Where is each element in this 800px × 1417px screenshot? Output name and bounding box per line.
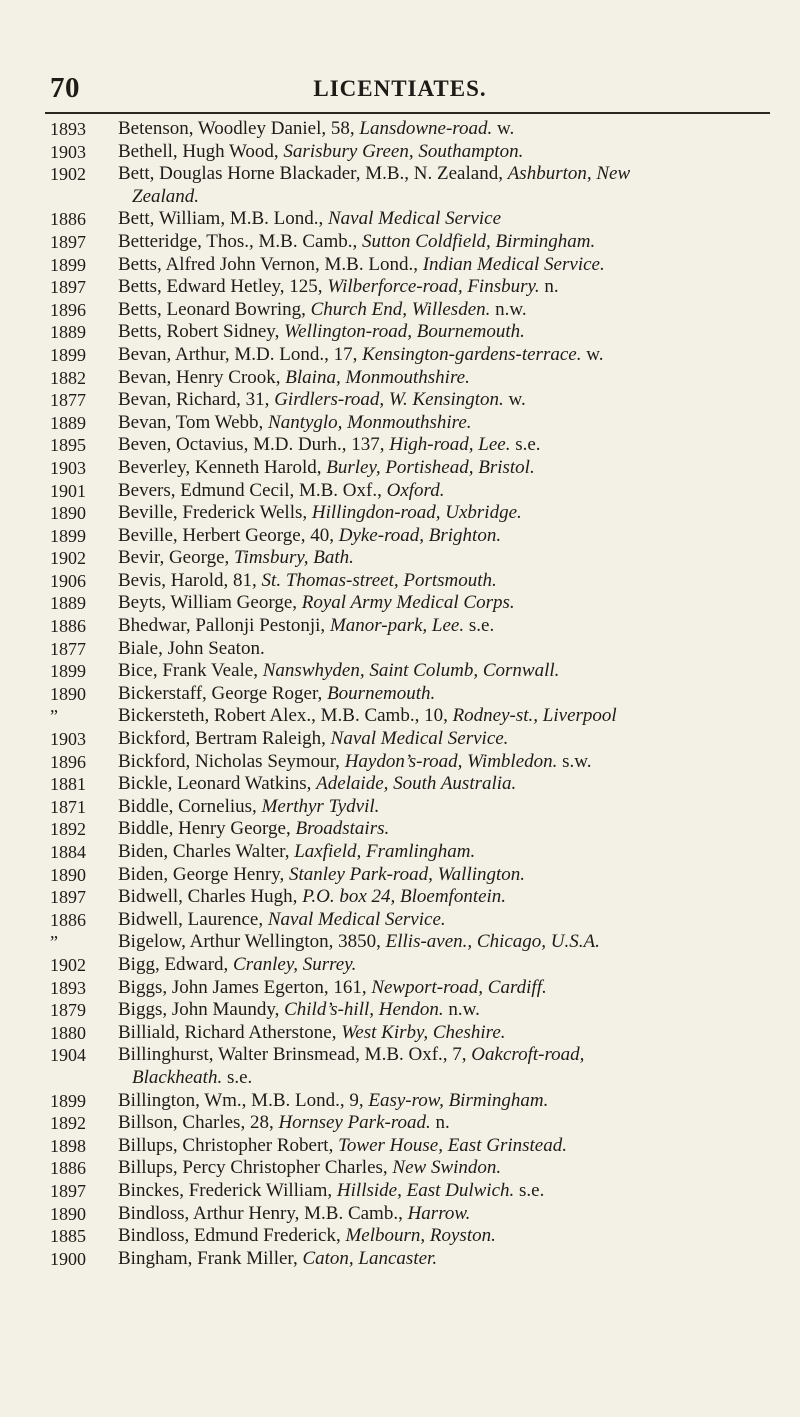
entry-year: 1880 (50, 1022, 86, 1043)
entry-year: 1892 (50, 819, 86, 840)
entry-text (110, 841, 784, 864)
entry-year: 1897 (50, 277, 86, 298)
entry-year: 1902 (50, 548, 86, 569)
entry-name: Bidwell, Laurence, (118, 908, 268, 930)
entry-address: Wilberforce-road, Finsbury. (327, 276, 540, 298)
entry-address: High-road, Lee. (389, 434, 511, 456)
list-item (0, 457, 800, 480)
list-item (0, 909, 800, 932)
entry-address: Sutton Coldfield, Birmingham. (362, 230, 596, 252)
entry-text (110, 1248, 784, 1271)
entry-year: 1896 (50, 751, 86, 772)
entry-name: Bevis, Harold, 81, (118, 569, 262, 591)
entry-name: Biggs, John Maundy, (118, 999, 285, 1021)
list-item (0, 254, 800, 277)
entry-text (110, 909, 784, 932)
entry-text (110, 683, 784, 706)
entry-address: Stanley Park-road, Wallington. (288, 863, 526, 885)
entry-name: Bingham, Frank Miller, (118, 1247, 303, 1269)
list-item (0, 886, 800, 909)
entry-text (110, 389, 784, 412)
list-item (0, 141, 800, 164)
entry-name: Bevan, Henry Crook, (118, 366, 286, 388)
entry-text (110, 773, 784, 796)
entry-year (0, 1067, 110, 1090)
entry-year: ” (50, 932, 58, 953)
entry-name: Beville, Herbert George, 40, (118, 524, 339, 546)
list-item (0, 1135, 800, 1158)
page-number: 70 (50, 72, 80, 104)
list-item (0, 1022, 800, 1045)
entry-address: Hillingdon-road, Uxbridge. (311, 502, 522, 524)
list-item (0, 592, 800, 615)
entry-text (110, 705, 784, 728)
entry-address: Ashburton, New (507, 163, 631, 185)
entry-text (110, 525, 784, 548)
entry-name: Biden, George Henry, (118, 863, 289, 885)
list-item (0, 931, 800, 954)
entry-name: Bevan, Richard, 31, (118, 389, 275, 411)
entry-text (110, 999, 784, 1022)
entry-address: Hornsey Park-road. (278, 1112, 431, 1134)
entry-name: Biddle, Henry George, (118, 818, 296, 840)
entry-name: Biden, Charles Walter, (118, 841, 295, 862)
list-item (0, 412, 800, 435)
list-item (0, 480, 800, 503)
entry-name: s.e. (510, 434, 541, 456)
entry-address: Royal Army Medical Corps. (301, 592, 515, 614)
list-item (0, 751, 800, 774)
entry-year: 1881 (50, 774, 86, 795)
licentiate-list (0, 118, 800, 1270)
entry-address: Haydon’s-road, Wimbledon. (344, 750, 558, 772)
entry-name: Billups, Percy Christopher Charles, (118, 1157, 393, 1179)
entry-text (110, 886, 784, 909)
entry-year: 1895 (50, 435, 86, 456)
entry-name: Beven, Octavius, M.D. Durh., 137, (118, 434, 390, 456)
entry-address: Naval Medical Service. (330, 728, 509, 750)
list-item-continuation (0, 1067, 800, 1090)
list-item (0, 773, 800, 796)
entry-address: Lansdowne-road. (359, 118, 493, 139)
entry-address: Laxfield, Framlingham. (294, 841, 476, 862)
entry-year: 1882 (50, 367, 86, 388)
entry-text (110, 796, 784, 819)
entry-year: 1890 (50, 503, 86, 524)
entry-text (110, 1044, 784, 1067)
entry-text (110, 638, 784, 661)
entry-address: Church End, Willesden. (310, 298, 491, 320)
entry-year: 1899 (50, 525, 86, 546)
entry-text (110, 954, 784, 977)
entry-text (110, 321, 784, 344)
entry-name: Betts, Robert Sidney, (118, 321, 285, 343)
entry-name: Betts, Alfred John Vernon, M.B. Lond., (118, 253, 423, 275)
entry-name: Bickle, Leonard Watkins, (118, 773, 317, 795)
entry-year: 1897 (50, 231, 86, 252)
entry-name: Bindloss, Edmund Frederick, (118, 1225, 346, 1247)
entry-year: 1900 (50, 1248, 86, 1269)
list-item (0, 1044, 800, 1067)
list-item (0, 299, 800, 322)
entry-text (110, 231, 784, 254)
list-item (0, 547, 800, 570)
entry-address: Sarisbury Green, Southampton. (283, 140, 524, 162)
entry-name: Billington, Wm., M.B. Lond., 9, (118, 1089, 369, 1111)
entry-text (110, 434, 784, 457)
entry-name: Bickerstaff, George Roger, (118, 682, 328, 704)
entry-year: 1902 (50, 164, 86, 185)
entry-address: P.O. box 24, Bloemfontein. (302, 886, 507, 908)
entry-year: 1904 (50, 1045, 86, 1066)
list-item (0, 954, 800, 977)
entry-name: n. (430, 1112, 450, 1134)
entry-year: 1899 (50, 254, 86, 275)
entry-text (110, 1022, 784, 1045)
entry-year: 1893 (50, 119, 86, 139)
entry-year: ” (50, 706, 58, 727)
entry-address: Ellis-aven., Chicago, U.S.A. (385, 931, 600, 953)
entry-text (110, 457, 784, 480)
entry-text (110, 818, 784, 841)
entry-year (0, 186, 110, 209)
entry-address: West Kirby, Cheshire. (341, 1021, 506, 1043)
entry-year: 1897 (50, 1180, 86, 1201)
entry-name: Billson, Charles, 28, (118, 1112, 279, 1134)
entry-year: 1889 (50, 412, 86, 433)
entry-name: Betenson, Woodley Daniel, 58, (118, 118, 360, 139)
entry-year: 1877 (50, 638, 86, 659)
list-item (0, 660, 800, 683)
entry-address: Oxford. (386, 479, 445, 501)
entry-name: Beverley, Kenneth Harold, (118, 456, 327, 478)
entry-name: Bevers, Edmund Cecil, M.B. Oxf., (118, 479, 387, 501)
entry-address: Manor-park, Lee. (329, 615, 465, 637)
entry-name: Bevir, George, (118, 547, 235, 569)
list-item (0, 502, 800, 525)
entry-name: s.e. (222, 1066, 253, 1088)
entry-year: 1890 (50, 864, 86, 885)
entry-text (110, 615, 784, 638)
entry-address: Rodney-st., Liverpool (452, 705, 617, 727)
entry-name: w. (503, 389, 526, 411)
entry-year: 1899 (50, 661, 86, 682)
list-item (0, 276, 800, 299)
entry-address: Blaina, Monmouthshire. (285, 366, 470, 388)
entry-year: 1886 (50, 616, 86, 637)
entry-text (110, 163, 784, 186)
entry-name: Bice, Frank Veale, (118, 660, 263, 682)
entry-year: 1897 (50, 887, 86, 908)
entry-address: Indian Medical Service. (422, 253, 605, 275)
page-header (0, 72, 800, 112)
entry-text (110, 1112, 784, 1135)
entry-year: 1899 (50, 1090, 86, 1111)
entry-address: Melbourn, Royston. (345, 1225, 496, 1247)
entry-text (110, 1225, 784, 1248)
entry-text (110, 570, 784, 593)
list-item (0, 1112, 800, 1135)
list-item (0, 434, 800, 457)
entry-address: Caton, Lancaster. (302, 1247, 438, 1269)
list-item (0, 638, 800, 661)
entry-text (110, 660, 784, 683)
list-item (0, 570, 800, 593)
entry-address: Child’s-hill, Hendon. (284, 999, 444, 1021)
entry-text (110, 344, 784, 367)
entry-name: Betts, Leonard Bowring, (118, 298, 311, 320)
entry-year: 1903 (50, 457, 86, 478)
entry-address: Naval Medical Service (328, 208, 502, 230)
entry-address: Naval Medical Service. (267, 908, 446, 930)
entry-text (110, 254, 784, 277)
entry-address: Easy-row, Birmingham. (368, 1089, 549, 1111)
entry-text (110, 299, 784, 322)
entry-name: Bickford, Bertram Raleigh, (118, 728, 331, 750)
entry-address: Blackheath. (132, 1066, 223, 1088)
entry-address: Cranley, Surrey. (233, 953, 357, 975)
list-item (0, 1090, 800, 1113)
entry-text (110, 276, 784, 299)
list-item (0, 615, 800, 638)
list-item (0, 999, 800, 1022)
list-item (0, 1203, 800, 1226)
entry-year: 1885 (50, 1226, 86, 1247)
entry-text (110, 592, 784, 615)
list-item (0, 1180, 800, 1203)
entry-address: Harrow. (407, 1202, 471, 1224)
entry-name: s.e. (464, 615, 495, 637)
entry-year: 1898 (50, 1135, 86, 1156)
entry-year: 1906 (50, 570, 86, 591)
entry-text (110, 728, 784, 751)
list-item (0, 818, 800, 841)
entry-name: Bevan, Tom Webb, (118, 411, 269, 433)
list-item (0, 705, 800, 728)
entry-year: 1903 (50, 141, 86, 162)
list-item (0, 977, 800, 1000)
entry-name: Biale, John Seaton. (118, 637, 265, 659)
entry-name: n.w. (443, 999, 480, 1021)
entry-name: s.w. (557, 750, 592, 772)
entry-address: Merthyr Tydvil. (261, 795, 380, 817)
list-item (0, 163, 800, 186)
entry-text (110, 1180, 784, 1203)
list-item (0, 118, 800, 141)
entry-name: w. (492, 118, 515, 139)
entry-address: Dyke-road, Brighton. (338, 524, 502, 546)
entry-name: Bevan, Arthur, M.D. Lond., 17, (118, 343, 363, 365)
entry-name: Bigelow, Arthur Wellington, 3850, (118, 931, 386, 953)
header-rule (45, 112, 770, 114)
entry-name: Bethell, Hugh Wood, (118, 140, 284, 162)
entry-text (110, 1203, 784, 1226)
entry-name: Bett, Douglas Horne Blackader, M.B., N. Zealand, (118, 163, 508, 185)
list-item (0, 231, 800, 254)
entry-address: Nanswhyden, Saint Columb, Cornwall. (262, 660, 560, 682)
entry-name: w. (581, 343, 604, 365)
entry-name: Billinghurst, Walter Brinsmead, M.B. Oxf., 7, (118, 1044, 472, 1066)
entry-name: Bindloss, Arthur Henry, M.B. Camb., (118, 1202, 408, 1224)
entry-text (110, 1135, 784, 1158)
entry-year: 1877 (50, 390, 86, 411)
list-item-continuation (0, 186, 800, 209)
entry-name: Billiald, Richard Atherstone, (118, 1021, 342, 1043)
entry-text (110, 412, 784, 435)
entry-name: Bickersteth, Robert Alex., M.B. Camb., 10, (118, 705, 453, 727)
entry-address: Kensington-gardens-terrace. (362, 343, 582, 365)
entry-address: Girdlers-road, W. Kensington. (274, 389, 504, 411)
list-item (0, 728, 800, 751)
entry-text (110, 977, 784, 1000)
entry-address: Burley, Portishead, Bristol. (326, 456, 535, 478)
entry-address: Bournemouth. (327, 682, 436, 704)
entry-address: Adelaide, South Australia. (316, 773, 517, 795)
entry-text (110, 751, 784, 774)
entry-name: Betteridge, Thos., M.B. Camb., (118, 230, 362, 252)
list-item (0, 367, 800, 390)
entry-address: New Swindon. (392, 1157, 502, 1179)
entry-address: Oakcroft-road, (471, 1044, 585, 1066)
entry-year: 1890 (50, 1203, 86, 1224)
entry-name: s.e. (514, 1179, 545, 1201)
entry-text (110, 118, 784, 141)
entry-text (110, 480, 784, 503)
entry-name: Betts, Edward Hetley, 125, (118, 276, 328, 298)
entry-year: 1901 (50, 480, 86, 501)
entry-name: Bidwell, Charles Hugh, (118, 886, 303, 908)
entry-year: 1899 (50, 344, 86, 365)
list-item (0, 796, 800, 819)
entry-name: Binckes, Frederick William, (118, 1179, 337, 1201)
entry-address: Tower House, East Grinstead. (338, 1134, 567, 1156)
entry-text (110, 186, 798, 209)
list-item (0, 208, 800, 231)
entry-year: 1892 (50, 1113, 86, 1134)
entry-address: Zealand. (132, 185, 200, 207)
entry-text (110, 1157, 784, 1180)
entry-address: Broadstairs. (295, 818, 390, 840)
entry-name: Biggs, John James Egerton, 161, (118, 976, 372, 998)
entry-year: 1893 (50, 977, 86, 998)
list-item (0, 1248, 800, 1271)
list-item (0, 841, 800, 864)
entry-name: Beyts, William George, (118, 592, 302, 614)
entry-year: 1884 (50, 842, 86, 862)
entry-year: 1903 (50, 729, 86, 750)
entry-text (110, 1067, 798, 1090)
list-item (0, 683, 800, 706)
entry-address: Newport-road, Cardiff. (371, 976, 547, 998)
entry-year: 1886 (50, 909, 86, 930)
entry-year: 1879 (50, 1000, 86, 1021)
entry-year: 1886 (50, 1158, 86, 1179)
entry-name: Bett, William, M.B. Lond., (118, 208, 328, 230)
entry-year: 1896 (50, 299, 86, 320)
entry-year: 1871 (50, 796, 86, 817)
entry-name: Bickford, Nicholas Seymour, (118, 750, 345, 772)
entry-address: Hillside, East Dulwich. (336, 1179, 515, 1201)
entry-text (110, 1090, 784, 1113)
entry-name: Bigg, Edward, (118, 953, 234, 975)
list-item (0, 1225, 800, 1248)
entry-text (110, 367, 784, 390)
list-item (0, 864, 800, 887)
entry-address: St. Thomas-street, Portsmouth. (261, 569, 497, 591)
entry-text (110, 547, 784, 570)
entry-year: 1889 (50, 593, 86, 614)
entry-address: Nantyglo, Monmouthshire. (268, 411, 472, 433)
entry-text (110, 502, 784, 525)
list-item (0, 344, 800, 367)
entry-name: Beville, Frederick Wells, (118, 502, 312, 524)
entry-text (110, 931, 784, 954)
list-item (0, 389, 800, 412)
entry-name: n.w. (490, 298, 527, 320)
list-item (0, 321, 800, 344)
entry-year: 1886 (50, 209, 86, 230)
running-head: LICENTIATES. (313, 76, 487, 101)
entry-address: Wellington-road, Bournemouth. (284, 321, 525, 343)
list-item (0, 525, 800, 548)
entry-year: 1889 (50, 322, 86, 343)
entry-name: Biddle, Cornelius, (118, 795, 262, 817)
entry-year: 1902 (50, 954, 86, 975)
entry-year: 1890 (50, 683, 86, 704)
entry-address: Timsbury, Bath. (234, 547, 354, 569)
list-item (0, 1157, 800, 1180)
entry-name: Bhedwar, Pallonji Pestonji, (118, 615, 330, 637)
entry-text (110, 208, 784, 231)
entry-name: Billups, Christopher Robert, (118, 1134, 339, 1156)
entry-name: n. (539, 276, 559, 298)
entry-text (110, 864, 784, 887)
entry-text (110, 141, 784, 164)
